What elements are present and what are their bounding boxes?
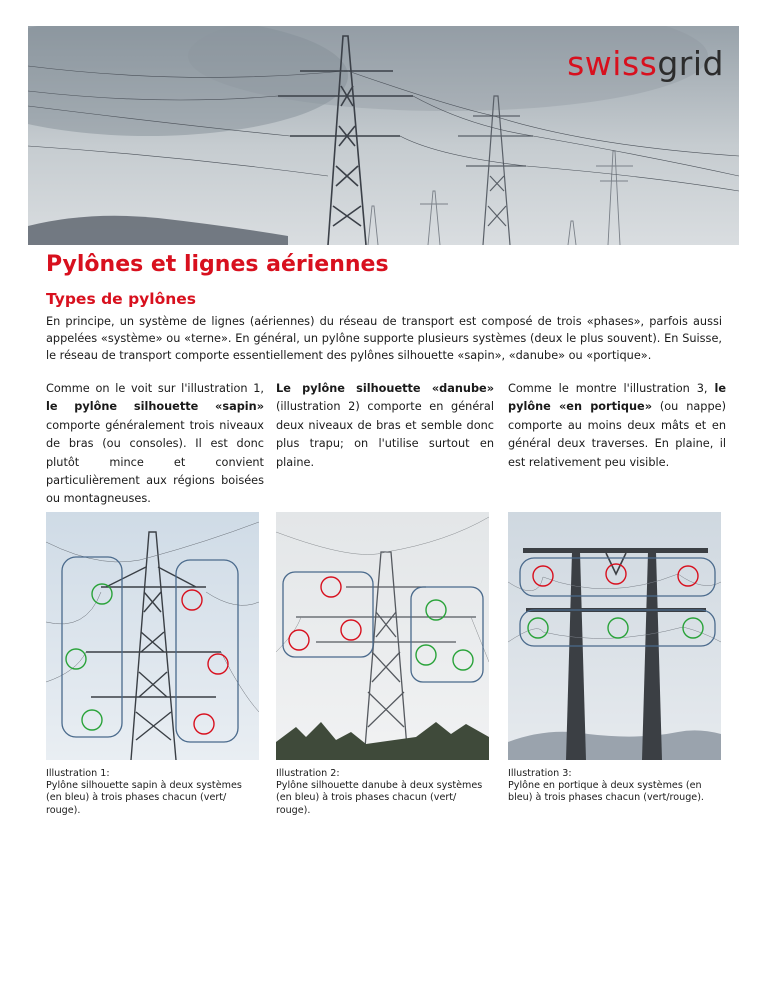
caption-illustration-1: Illustration 1: Pylône silhouette sapin à deux systèmes (en bleu) à trois phases chacun (vert/ rouge). (46, 768, 242, 816)
caption-illustration-2: Illustration 2: Pylône silhouette danube à deux systèmes (en bleu) à trois phases chacun (vert/ rouge). (276, 768, 483, 816)
swissgrid-logo: swissgrid (567, 44, 724, 83)
intro-paragraph: En principe, un système de lignes (aériennes) du réseau de transport est composé de trois «phases», parfois aussi appelées «système» ou «terne». En général, un pylône supporte plusieurs systèmes (deux le plus souvent). En Suisse, le réseau de transport comporte essentiellement des pylônes silhouette «sapin», «danube» ou «portique». (46, 315, 722, 362)
caption-illustration-3: Illustration 3: Pylône en portique à deux systèmes (en bleu) à trois phases chacun (vert/rouge). (508, 768, 704, 804)
illustration-1-photo (46, 512, 259, 760)
column-portique: Comme le montre l'illustration 3, le pylône «en portique» (ou nappe) comporte au moins deux mâts et en général deux traverses. En plaine, il est relativement peu visible. (508, 382, 726, 469)
illustration-2-photo (276, 512, 489, 760)
column-danube: Le pylône silhouette «danube» (illustration 2) comporte en général deux niveaux de bras et semble donc plus trapu; on l'utilise surtout en plaine. (276, 382, 494, 469)
column-sapin: Comme on le voit sur l'illustration 1, le pylône silhouette «sapin» comporte généralement trois niveaux de bras (ou consoles). Il est donc plutôt mince et convient particulièrement aux régions boisées ou montagneuses. (46, 382, 264, 506)
section-title: Types de pylônes (46, 290, 197, 308)
illustration-3-photo (508, 512, 721, 760)
page-title: Pylônes et lignes aériennes (46, 252, 389, 277)
